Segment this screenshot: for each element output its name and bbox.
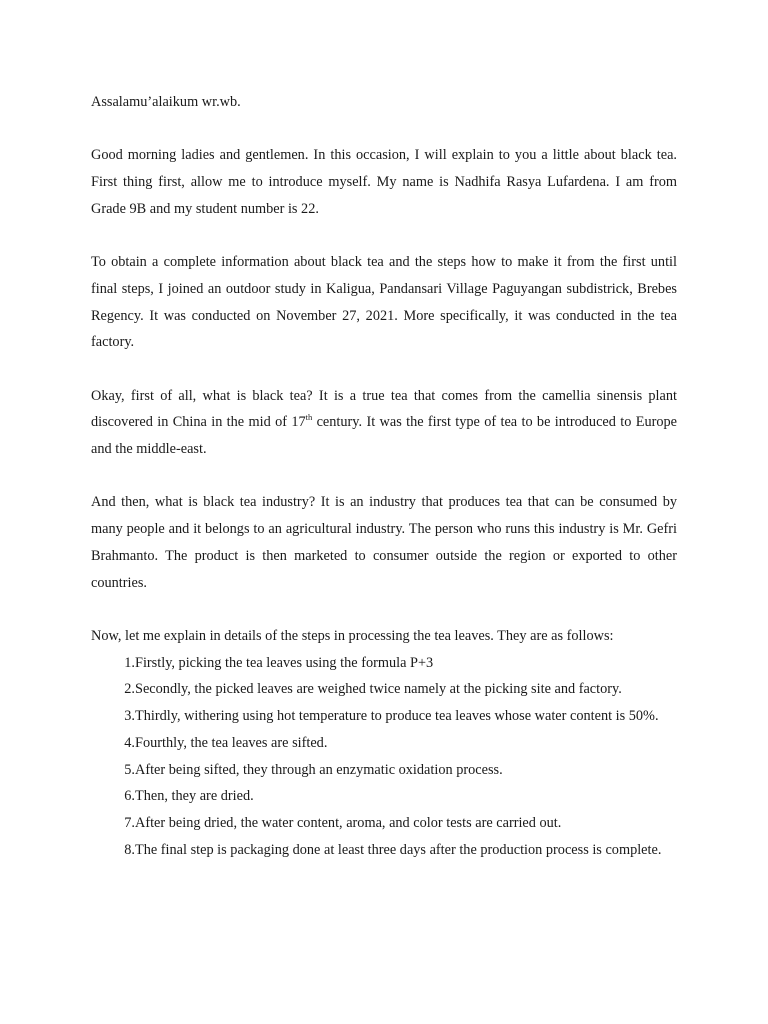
black-tea-paragraph (91, 383, 677, 463)
list-item (91, 730, 677, 757)
list-item-number: 8. (124, 841, 135, 858)
list-item-text: After being dried, the water content, aroma, and color tests are carried out. (135, 814, 562, 831)
list-item-text: Secondly, the picked leaves are weighed twice namely at the picking site and factory. (135, 681, 622, 698)
intro-paragraph: Good morning ladies and gentlemen. In this occasion, I will explain to you a little about black tea. First thing first, allow me to introduce myself. My name is Nadhifa Rasya Lufardena. I am from Grade 9B and my student number is 22. (91, 147, 677, 217)
steps-intro: Now, let me explain in details of the steps in processing the tea leaves. They are as follows: (91, 627, 614, 644)
list-item (91, 650, 677, 677)
black-tea-text-before: Okay, first of all, what is black tea? It is a true tea that comes from the camellia sinensis plant discovered in China in the mid of 17 (91, 387, 677, 431)
list-item-number: 4. (124, 734, 135, 751)
list-item-number: 5. (124, 761, 135, 778)
list-item-number: 7. (124, 814, 135, 831)
list-item-number: 3. (124, 708, 135, 725)
list-item-text: The final step is packaging done at least three days after the production process is complete. (135, 841, 662, 858)
list-item-number: 6. (124, 788, 135, 805)
list-item (91, 757, 677, 784)
steps-list (91, 650, 677, 864)
ordinal-superscript: th (305, 412, 313, 423)
list-item-number: 2. (124, 681, 135, 698)
list-item-text: Thirdly, withering using hot temperature to produce tea leaves whose water content is 50%. (135, 708, 659, 725)
list-item (91, 837, 677, 864)
list-item (91, 676, 677, 703)
list-item-text: Then, they are dried. (135, 788, 254, 805)
black-tea-text-after: century. It was the first type of tea to be introduced to Europe and the middle-east. (91, 414, 677, 458)
list-item (91, 810, 677, 837)
list-item (91, 703, 677, 730)
industry-paragraph: And then, what is black tea industry? It is an industry that produces tea that can be consumed by many people and it belongs to an agricultural industry. The person who runs this industry is Mr. Gefri Brahmanto. The product is then marketed to consumer outside the region or exported to other countries. (91, 494, 677, 591)
greeting-line: Assalamu’alaikum wr.wb. (91, 94, 241, 110)
list-item-number: 1. (124, 654, 135, 671)
list-item-text: Firstly, picking the tea leaves using the formula P+3 (135, 654, 434, 671)
list-item-text: After being sifted, they through an enzymatic oxidation process. (135, 761, 503, 778)
study-paragraph: To obtain a complete information about black tea and the steps how to make it from the first until final steps, I joined an outdoor study in Kaligua, Pandansari Village Paguyangan subdistrick, Brebes Regency. It was conducted on November 27, 2021. More specifically, it was conducted in the tea factory. (91, 254, 677, 351)
document-body (91, 89, 677, 863)
list-item (91, 783, 677, 810)
list-item-text: Fourthly, the tea leaves are sifted. (135, 734, 328, 751)
